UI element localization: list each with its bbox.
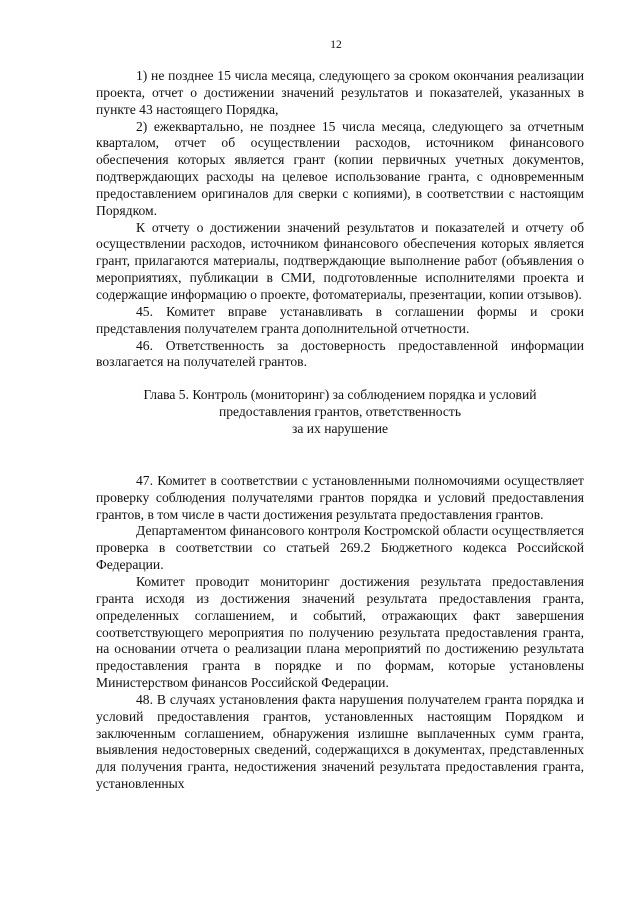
paragraph-financial-control: Департаментом финансового контроля Костромской области осуществляется проверка в соответствии со статьей 269.2 Бюджетного кодекса Российской Федерации. [96,523,584,573]
chapter-heading-line-3: за их нарушение [291,421,389,436]
paragraph-report-materials: К отчету о достижении значений результатов и показателей и отчету об осуществлении расходов, источником финансового обеспечения которых является грант, прилагаются материалы, подтверждающие выполнение работ (объявления о мероприятиях, публикации в СМИ, подготовленные исполнителями проекта и содержащие информацию о проекте, фотоматериалы, презентации, копии отзывов). [96,219,584,302]
chapter-heading-line-1: Глава 5. Контроль (мониторинг) за соблюдением порядка и условий [143,387,537,403]
paragraph-46: 46. Ответственность за достоверность предоставленной информации возлагается на получателей грантов. [96,337,584,370]
chapter-heading-line-2: предоставления грантов, ответственность [218,404,462,420]
paragraph-report-deadline-1: 1) не позднее 15 числа месяца, следующего за сроком окончания реализации проекта, отчет о достижении значений результатов и показателей, указанных в пункте 43 настоящего Порядка, [96,68,584,117]
paragraph-45: 45. Комитет вправе устанавливать в соглашении формы и сроки представления получателем гранта дополнительной отчетности. [96,303,584,336]
chapter-heading [96,387,584,438]
paragraph-47: 47. Комитет в соответствии с установленными полномочиями осуществляет проверку соблюдения получателями грантов порядка и условий предоставления грантов, в том числе в части достижения результата предоставления грантов. [96,472,584,522]
paragraph-monitoring: Комитет проводит мониторинг достижения результата предоставления гранта исходя из достижения значений результата предоставления гранта, определенных соглашением, и событий, отражающих факт завершения соответствующего мероприятия по получению результата предоставления гранта, на основании отчета о реализации плана мероприятий по достижению результата предоставления гранта в порядке и по формам, которые установлены Министерством финансов Российской Федерации. [96,573,584,691]
paragraph-report-deadline-2: 2) ежеквартально, не позднее 15 числа месяца, следующего за отчетным кварталом, отчет об осуществлении расходов, источником финансового обеспечения которых является грант (копии первичных учетных документов, подтверждающих расходы на целевое использование гранта, с одновременным предоставлением оригиналов для сверки с копиями), в соответствии с настоящим Порядком. [96,118,584,218]
page-number: 12 [330,39,342,51]
document-page [96,38,584,793]
paragraph-48: 48. В случаях установления факта нарушения получателем гранта порядка и условий предоставления грантов, установленных настоящим Порядком и заключенным соглашением, обнаружения излишне выплаченных сумм гранта, выявления недостоверных сведений, содержащихся в документах, представленных для получения гранта, недостижения значений результата предоставления гранта, установленных [96,691,584,792]
